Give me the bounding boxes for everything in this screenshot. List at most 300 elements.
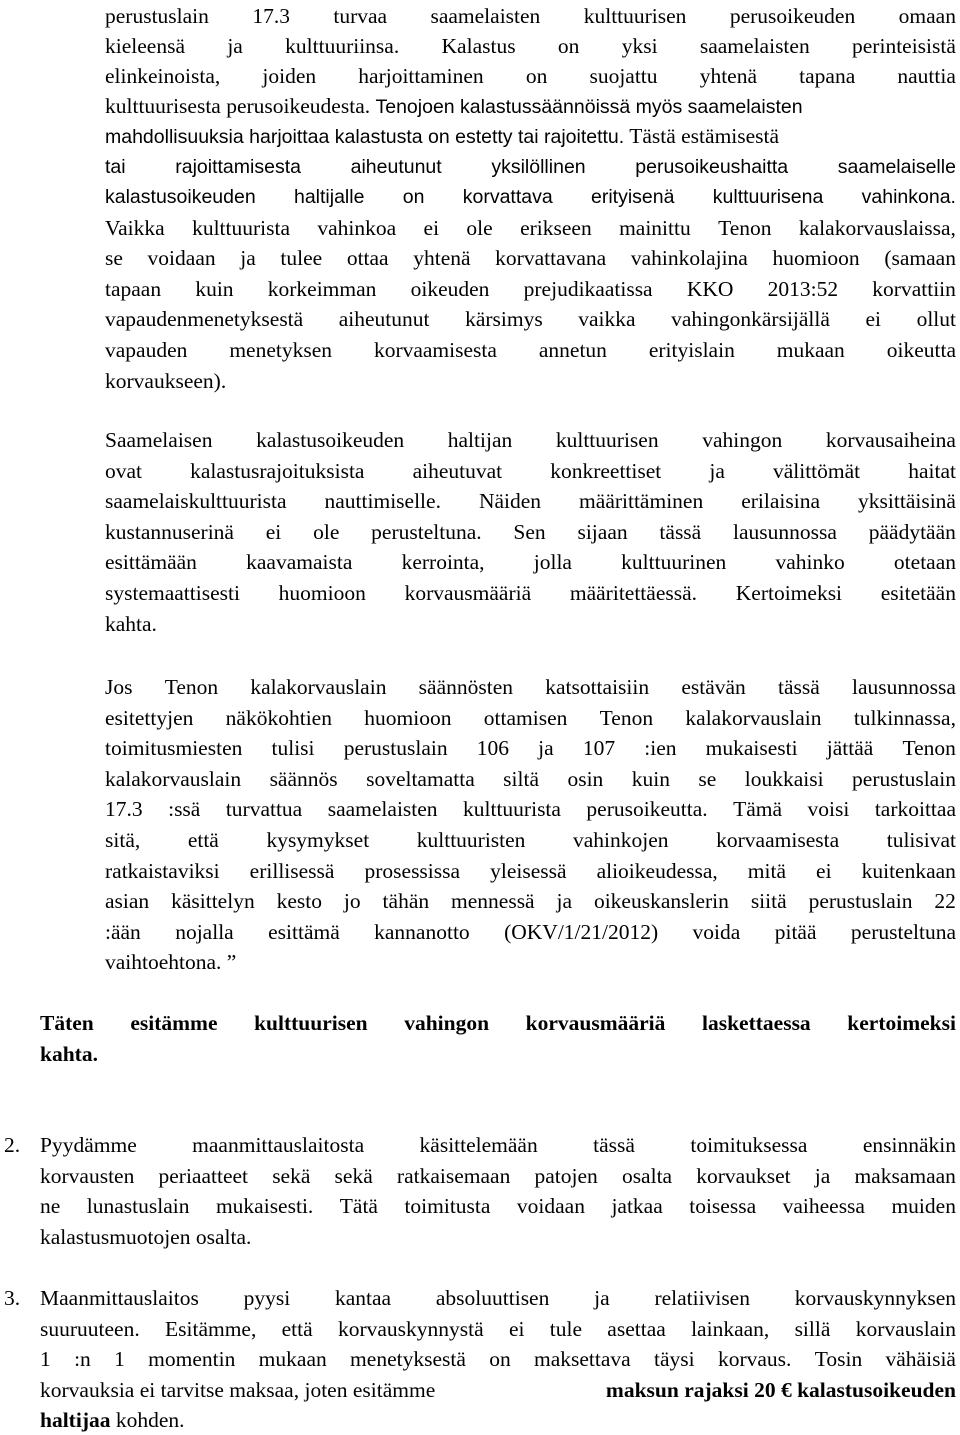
word: 17.3 [105, 797, 143, 821]
word: korvaamisesta [373, 338, 497, 362]
text-line: kahta. [105, 612, 157, 636]
text-line: kahta. [40, 1042, 98, 1066]
word: vahinkona. [861, 186, 956, 208]
word: kaavamaista [246, 550, 353, 574]
word: yhtenä [699, 64, 757, 88]
text-line [40, 1130, 956, 1160]
word: mukaisesti. [215, 1194, 314, 1218]
word: korvauslain [855, 1317, 956, 1341]
word: kustannuserinä [105, 520, 234, 544]
word: huomioon [278, 581, 366, 605]
word: nauttia [897, 64, 956, 88]
word: Tenon [164, 675, 219, 699]
word: mennessä [451, 889, 535, 913]
word: tule [549, 1317, 583, 1341]
word: 106 [476, 736, 509, 760]
word: estävän [681, 675, 746, 699]
word: korvausmääriä [404, 581, 532, 605]
word: kulttuurisen [254, 1011, 368, 1035]
word: on [489, 1347, 511, 1371]
word: välittömät [772, 459, 861, 483]
word: saamelaiselle [837, 156, 956, 178]
text-line [40, 1405, 185, 1435]
word: se [105, 246, 123, 270]
word: 107 [582, 736, 616, 760]
word: tarkoittaa [874, 797, 956, 821]
text-line [105, 486, 956, 516]
word: saamelaiskulttuurista [105, 489, 287, 513]
word: laskettaessa [702, 1011, 811, 1035]
word: tässä [659, 520, 702, 544]
text-line [105, 31, 956, 61]
text-line [105, 61, 956, 91]
word: määritettäessä. [569, 581, 698, 605]
word: ja [227, 34, 243, 58]
word: ja [709, 459, 725, 483]
word: siitä [750, 889, 787, 913]
text-line: vaihtoehtona. ” [105, 950, 237, 974]
word: elinkeinoista, [105, 64, 221, 88]
word: patojen [534, 1164, 598, 1188]
word: vaiheessa [782, 1194, 865, 1218]
text-span-sans: Tenojoen kalastussäännöissä myös saamelaisten [375, 96, 803, 118]
text-line [105, 304, 956, 334]
word: nauttimiselle. [324, 489, 441, 513]
word: perusoikeutta. [586, 797, 708, 821]
word: jolla [533, 550, 572, 574]
word: 1 [40, 1347, 51, 1371]
word: kesto [276, 889, 322, 913]
word: Kalastus [441, 34, 516, 58]
text-span: kohden. [115, 1408, 185, 1432]
word: korvausten [40, 1164, 135, 1188]
text-line [105, 335, 956, 365]
word: relatiivisen [654, 1286, 750, 1310]
word: esitämme [130, 1011, 218, 1035]
word: vahinko [775, 550, 845, 574]
text-line: korvaukseen). [105, 369, 227, 393]
word: on [557, 34, 580, 58]
word: toimitusta [404, 1194, 491, 1218]
text-span-bold: haltijaa [40, 1408, 111, 1432]
text-line [40, 1191, 956, 1221]
text-line [105, 672, 956, 702]
word: vapauden [105, 338, 188, 362]
word: Näiden [478, 489, 542, 513]
word: perustuslain [343, 736, 448, 760]
word: voidaan [147, 246, 216, 270]
word: että [187, 828, 219, 852]
word: lausunnossa [852, 675, 956, 699]
word: Sen [513, 520, 546, 544]
word: Tenon [902, 736, 956, 760]
word: korvaus. [717, 1347, 792, 1371]
word: vapaudenmenetyksestä [105, 307, 304, 331]
word: tapana [799, 64, 856, 88]
word: Jos [105, 675, 133, 699]
word: 17.3 [252, 4, 290, 28]
word: aiheutuvat [412, 459, 503, 483]
word: prejudikaatissa [523, 277, 653, 301]
word: suuruuteen. [40, 1317, 140, 1341]
word: vahingon [404, 1011, 490, 1035]
word: sekä [334, 1164, 373, 1188]
word: kalakorvauslain [105, 767, 242, 791]
word: erillisessä [249, 859, 335, 883]
text-line [105, 517, 956, 547]
word: harjoittaminen [358, 64, 484, 88]
word: yksi [621, 34, 658, 58]
word: Tätä [339, 1194, 378, 1218]
text-line [105, 578, 956, 608]
word: vahingonkärsijällä [671, 307, 830, 331]
word: korvattiin [872, 277, 956, 301]
word: ja [814, 1164, 831, 1188]
word: perusteltuna [850, 920, 956, 944]
text-line [105, 182, 956, 212]
word: korvausaiheina [825, 428, 956, 452]
word: kärsimys [465, 307, 543, 331]
text-line: kalastusmuotojen osalta. [40, 1225, 252, 1249]
word: loukkaisi [744, 767, 824, 791]
word: että [281, 1317, 313, 1341]
word: säännös [269, 767, 338, 791]
text-line [105, 886, 956, 916]
word: lunastuslain [86, 1194, 190, 1218]
word: perustuslain [105, 4, 209, 28]
word: menetyksen [229, 338, 333, 362]
word: korkeimman [267, 277, 377, 301]
word: :ään [105, 920, 141, 944]
word: Saamelaisen [105, 428, 213, 452]
word: voida [692, 920, 741, 944]
word: ole [466, 216, 493, 240]
word: säännösten [418, 675, 513, 699]
text-line [105, 121, 956, 152]
word: ja [240, 246, 256, 270]
word: Vaikka [105, 216, 165, 240]
word: sekä [272, 1164, 311, 1188]
text-line [40, 1314, 956, 1344]
word: perusteltuna. [371, 520, 482, 544]
word: pyysi [243, 1286, 291, 1310]
word: saamelaisten [327, 797, 438, 821]
word: ei [508, 1317, 525, 1341]
word: ei [423, 216, 440, 240]
word: perusoikeushaitta [635, 156, 789, 178]
text-span-sans: mahdollisuuksia harjoittaa kalastusta on estetty tai rajoitettu. [105, 126, 625, 148]
word: kulttuurisen [583, 4, 687, 28]
word: :ssä [168, 797, 201, 821]
word: :ien [644, 736, 677, 760]
text-span: Tästä estämisestä [629, 124, 780, 148]
text-line [40, 1375, 956, 1405]
word: alioikeudessa, [596, 859, 718, 883]
word: toimitusmiesten [105, 736, 243, 760]
word: Maanmittauslaitos [40, 1286, 199, 1310]
word: esittämään [105, 550, 197, 574]
word: tai [105, 156, 126, 178]
text-span-bold: maksun rajaksi 20 € kalastusoikeuden [605, 1378, 956, 1402]
text-line [105, 425, 956, 455]
text-span: kulttuurisesta perusoikeudesta. [105, 94, 371, 118]
word: oikeuden [410, 277, 490, 301]
word: Pyydämme [40, 1133, 137, 1157]
word: osalta [621, 1164, 673, 1188]
word: ne [40, 1194, 61, 1218]
word: korvattavana [495, 246, 607, 270]
word: erilaisina [741, 489, 821, 513]
word: kalakorvauslain [250, 675, 387, 699]
word: näkökohtien [225, 706, 332, 730]
word: ollut [916, 307, 956, 331]
word: kulttuurista [192, 216, 290, 240]
text-span: korvauksia ei tarvitse maksaa, joten esitämme [40, 1378, 436, 1402]
text-line [105, 856, 956, 886]
text-line [40, 1161, 956, 1191]
word: kalastusoikeuden [105, 186, 256, 208]
word: saamelaisten [699, 34, 810, 58]
word: käsittelyn [171, 889, 255, 913]
word: sitä, [105, 828, 141, 852]
word: muiden [891, 1194, 956, 1218]
word: kuin [195, 277, 234, 301]
word: ei [865, 307, 882, 331]
word: ottamisen [483, 706, 568, 730]
word: vahinkolajina [630, 246, 748, 270]
word: Kertoimeksi [735, 581, 843, 605]
word: yksilöllinen [491, 156, 586, 178]
word: jatkaa [611, 1194, 663, 1218]
word: kulttuurinen [621, 550, 727, 574]
word: ei [816, 859, 832, 883]
word: prosessissa [364, 859, 461, 883]
word: lainkaan, [691, 1317, 770, 1341]
word: korvaamisesta [716, 828, 840, 852]
word: kertoimeksi [847, 1011, 956, 1035]
word: Tenon [599, 706, 654, 730]
word: 22 [934, 889, 956, 913]
word: momentin [148, 1347, 236, 1371]
text-line [105, 703, 956, 733]
word: vahingon [702, 428, 783, 452]
word: vahinkoa [317, 216, 397, 240]
word: käsittelemään [419, 1133, 538, 1157]
word: ja [538, 736, 554, 760]
word: mukaisesti [705, 736, 798, 760]
word: yksittäisinä [858, 489, 956, 513]
text-line [105, 825, 956, 855]
word: tulee [280, 246, 323, 270]
word: periaatteet [158, 1164, 249, 1188]
text-line [105, 274, 956, 304]
word: esitettyjen [105, 706, 194, 730]
word: ole [313, 520, 340, 544]
word: soveltamatta [366, 767, 475, 791]
text-line [105, 794, 956, 824]
word: tulisi [271, 736, 315, 760]
word: kulttuurisen [555, 428, 659, 452]
word: kysymykset [266, 828, 370, 852]
text-line [105, 764, 956, 794]
word: esittämä [268, 920, 340, 944]
word: vähäisiä [885, 1347, 956, 1371]
word: erityisenä [591, 186, 675, 208]
word: ei [265, 520, 282, 544]
text-line [105, 456, 956, 486]
word: Tosin [814, 1347, 863, 1371]
word: annetun [538, 338, 607, 362]
word: perusoikeuden [729, 4, 856, 28]
word: Tämä [733, 797, 783, 821]
word: tässä [778, 675, 820, 699]
word: rajoittamisesta [175, 156, 301, 178]
word: ottaa [346, 246, 389, 270]
text-line [40, 1344, 956, 1374]
word: tähän [382, 889, 430, 913]
word: suojattu [589, 64, 658, 88]
word: yleisessä [490, 859, 567, 883]
word: perinteisistä [852, 34, 956, 58]
word: katsottaisiin [545, 675, 650, 699]
word: konkreettiset [550, 459, 662, 483]
word: saamelaisten [430, 4, 541, 28]
word: vahinkojen [573, 828, 669, 852]
word: ratkaistaviksi [105, 859, 220, 883]
word: ovat [105, 459, 143, 483]
word: KKO [686, 277, 734, 301]
word: ratkaisemaan [396, 1164, 511, 1188]
word: on [402, 186, 425, 208]
list-number: 2. [4, 1133, 21, 1157]
word: absoluuttisen [435, 1286, 550, 1310]
word: turvaa [333, 4, 388, 28]
word: esitetään [880, 581, 956, 605]
word: korvauskynnyksen [794, 1286, 956, 1310]
word: määrittäminen [579, 489, 704, 513]
word: siltä [503, 767, 540, 791]
word: kieleensä [105, 34, 185, 58]
word: sillä [794, 1317, 831, 1341]
word: maanmittauslaitosta [192, 1133, 365, 1157]
word: haltijalle [293, 186, 365, 208]
word: perustuslain [808, 889, 913, 913]
word: maksettava [534, 1347, 631, 1371]
text-line [105, 91, 956, 122]
text-line [40, 1008, 956, 1038]
word: (OKV/1/21/2012) [504, 920, 659, 944]
word: oikeuskanslerin [593, 889, 729, 913]
word: 2013:52 [767, 277, 839, 301]
word: aiheutunut [338, 307, 430, 331]
word: kerrointa, [401, 550, 485, 574]
text-line [105, 1, 956, 31]
word: kulttuurisena [712, 186, 824, 208]
word: osin [567, 767, 604, 791]
word: jättää [826, 736, 874, 760]
word: jo [343, 889, 361, 913]
list-number: 3. [4, 1286, 21, 1310]
word: päädytään [868, 520, 956, 544]
word: tulkinnassa, [853, 706, 956, 730]
word: ja [556, 889, 573, 913]
word: Täten [40, 1011, 94, 1035]
word: lausunnossa [733, 520, 837, 544]
word: (samaan [884, 246, 956, 270]
word: mukaan [776, 338, 845, 362]
word: toimituksessa [690, 1133, 808, 1157]
text-line [105, 213, 956, 243]
word: systemaattisesti [105, 581, 240, 605]
word: kuin [631, 767, 670, 791]
word: haitat [908, 459, 956, 483]
text-line [105, 243, 956, 273]
word: perustuslain [852, 767, 956, 791]
word: mukaan [258, 1347, 327, 1371]
word: joiden [262, 64, 317, 88]
word: kannanotto [374, 920, 470, 944]
word: mainittu [619, 216, 691, 240]
word: mitä [747, 859, 787, 883]
word: korvausmääriä [525, 1011, 666, 1035]
word: asian [105, 889, 150, 913]
word: täysi [654, 1347, 695, 1371]
text-line [105, 547, 956, 577]
word: huomioon [772, 246, 860, 270]
word: se [698, 767, 717, 791]
word: menetyksestä [350, 1347, 466, 1371]
word: Tenon [718, 216, 772, 240]
word: kuitenkaan [861, 859, 956, 883]
word: kalastusrajoituksista [190, 459, 365, 483]
word: voidaan [516, 1194, 585, 1218]
word: Esitämme, [165, 1317, 257, 1341]
word: kulttuurista [463, 797, 561, 821]
word: kalastusoikeuden [256, 428, 405, 452]
word: nojalla [175, 920, 234, 944]
word: erikseen [520, 216, 592, 240]
word: oikeutta [886, 338, 956, 362]
word: aiheutunut [350, 156, 442, 178]
word: kulttuuriinsa. [285, 34, 400, 58]
word: pitää [774, 920, 817, 944]
word: omaan [898, 4, 956, 28]
word: korvattava [462, 186, 553, 208]
word: kantaa [335, 1286, 392, 1310]
word: kulttuuristen [416, 828, 526, 852]
word: yhtenä [413, 246, 471, 270]
word: maksamaan [854, 1164, 956, 1188]
word: turvattua [225, 797, 303, 821]
text-line [105, 152, 956, 182]
word: voisi [807, 797, 850, 821]
text-line [105, 917, 956, 947]
word: tapaan [105, 277, 162, 301]
word: erityislain [648, 338, 735, 362]
text-line [105, 733, 956, 763]
word: toisessa [689, 1194, 757, 1218]
word: tulisivat [886, 828, 956, 852]
word: ja [594, 1286, 610, 1310]
word: tässä [593, 1133, 635, 1157]
word: korvaukset [696, 1164, 791, 1188]
word: ensinnäkin [862, 1133, 956, 1157]
word: otetaan [893, 550, 956, 574]
word: kalakorvauslaissa, [798, 216, 956, 240]
word: sijaan [577, 520, 628, 544]
word: on [525, 64, 548, 88]
word: :n [74, 1347, 91, 1371]
